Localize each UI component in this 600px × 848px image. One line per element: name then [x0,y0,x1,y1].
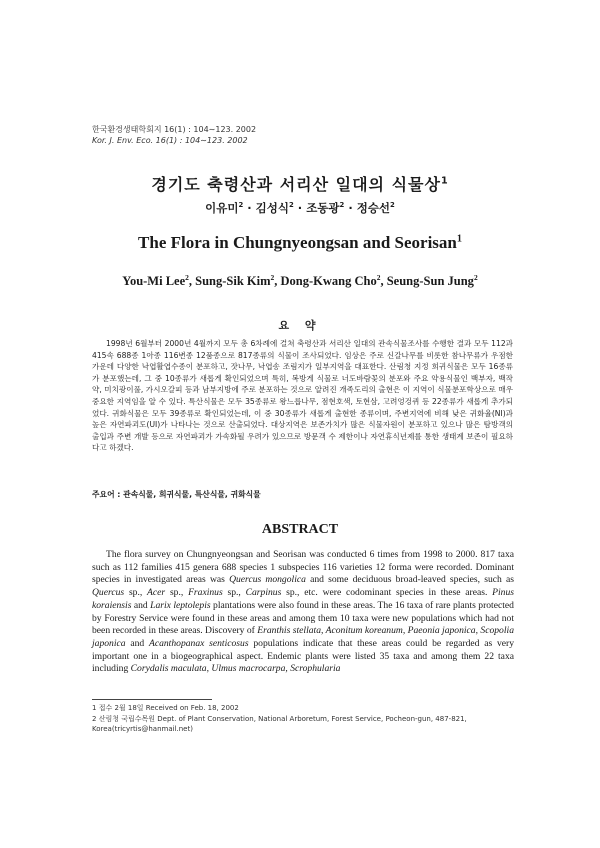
footnotes [92,703,517,735]
abstract-text: sp., [128,587,143,599]
authors-korean [0,200,600,216]
author-ko-name: 정승선 [356,201,391,215]
author-en-sup: 2 [376,272,381,282]
korean-abstract-heading: 요 약 [278,319,322,332]
abstract-text: and [133,599,148,611]
author-en-name: Seung-Sun Jung [386,274,474,288]
author-ko [306,201,344,215]
abstract-text: populations indicate that these areas could be regarded as very important one in a biogeographical aspect. Endemic plants were listed 35 taxa and among them 22 taxa including [92,637,515,675]
author-en-sup: 2 [270,272,275,282]
author-separator: · [243,201,256,215]
species-name: Quercus mongolica [229,574,306,586]
title-en-footnote-mark: 1 [456,233,462,245]
abstract-heading: ABSTRACT [261,522,339,537]
footnote-number: 1 [92,704,97,712]
species-name: Acanthopanax senticosus [148,637,249,649]
abstract-text: sp., [227,587,241,599]
journal-citation-ko: 한국환경생태학회지 16(1) : 104∼123. 2002 [92,125,257,134]
paper-title-english [0,233,600,253]
abstract-text: The flora survey on Chungnyeongsan and Seorisan was conducted 6 times from 1998 to 2000. 817 taxa such as 112 families 415 genera 688 species 1 subspecies 116 varieties 12 forma were recorded. Dominant species in investigated areas was [92,549,514,586]
author-ko [357,201,395,215]
author-ko-sup: 2 [339,201,345,210]
species-name: Larix leptolepis [150,599,211,611]
korean-abstract-body: 1998년 6월부터 2000년 4월까지 모두 총 6차례에 걸쳐 축령산과 서리산 일대의 관속식물조사를 수행한 결과 모두 112과 415속 688종 1아종 116변종 12품종으로 817종류의 식물이 조사되었다. 임상은 주로 신갈나무를 비롯한 참나무류가 우점한 가운데 다양한 낙엽활엽수종이 분포하고, 잣나무, 낙엽송 조림지가 일부지역을 대표한다. 산림청 지정 희귀식물은 모두 16종류가 분포했는데, 그 중 10종류가 새롭게 확인되었으며 특히, 복방게 식물로 너도바람꽃의 분포와 주요 약용식물인 백부자, 백작약, 미치광이풀, 가시오갈피 등과 남부지방에 주로 분포하는 것으로 알려진 개족도리의 출현은 이 지역이 식물분포학상으로 매우 중요한 지역임을 알 수 있다. 특산식물은 모두 35종류로 왕느릅나무, 점현호색, 토현삼, 고려엉겅퀴 등 22종류가 새롭게 추가되었다. 귀화식물은 모두 39종류로 확인되었는데, 이 중 30종류가 새롭게 출현한 종류이며, 주변지역에 비해 낮은 귀화율(NI)과 높은 자연파괴도(UI)가 나타나는 것으로 산출되었다. 대상지역은 보존가치가 많은 식물자원이 분포하고 있으나 많은 탐방객의 출입과 주변 개발 등으로 자연파괴가 가속화될 우려가 있으므로 방문객 수 제한이나 자연휴식년제를 통한 생태계 보존이 필요하다고 하겠다. [92,339,513,453]
author-en [195,274,274,288]
author-en-separator: , [380,274,387,288]
species-name: Eranthis stellata, Aconitum koreanum, Paeonia japonica, Scopolia japonica [92,625,514,649]
species-name: Corydalis maculata, Ulmus macrocarpa, Scrophularia [130,663,341,675]
author-ko-name: 김성식 [255,201,289,215]
abstract-text: and some deciduous broad-leaved species, such as [310,574,514,586]
author-en-sup: 2 [473,272,478,282]
footnote [92,703,517,714]
english-abstract-body [92,549,514,676]
species-name: Carpinus [245,587,282,599]
abstract-text: sp., [169,587,184,599]
abstract-text: sp., etc. were codominant species in these areas. [286,587,488,599]
species-name: Acer [147,587,166,599]
author-ko-sup: 2 [390,201,395,210]
author-ko-name: 조동광 [306,201,340,215]
keywords-label: 주요어 : [92,490,121,499]
title-en-text: The Flora in Chungnyeongsan and Seorisan [138,233,457,252]
author-en-separator: , [188,274,196,288]
paper-title-korean [0,172,600,195]
author-en-name: Dong-Kwang Cho [280,274,377,288]
author-en-separator: , [274,274,281,288]
journal-citation-en: Kor. J. Env. Eco. 16(1) : 104∼123. 2002 [92,136,248,145]
species-name: Pinus koraiensis [92,587,514,611]
abstract-text: and [130,637,145,649]
author-en [387,274,478,288]
species-name: Fraxinus [188,587,223,599]
author-en [122,274,189,288]
author-ko-sup: 2 [238,201,244,210]
title-ko-footnote-mark: 1 [440,175,449,187]
authors-english [0,274,600,289]
footnote-text: 접수 2월 18일 Received on Feb. 18, 2002 [98,704,239,712]
footnote-number: 2 [92,714,97,723]
footnote-divider [92,699,212,700]
author-ko-sup: 2 [289,201,294,210]
author-ko [205,201,243,215]
keywords-line [92,489,261,500]
abstract-text: plantations were also found in these areas. The 16 taxa of rare plants protected by Forestry Service were found in these areas and among them 10 taxa were new populations which had not been recorded in these areas. Discovery of [92,599,514,637]
footnote [92,714,517,735]
keywords-list: 관속식물, 희귀식물, 특산식물, 귀화식물 [123,490,261,499]
author-ko [256,201,294,215]
journal-citation [92,124,256,146]
author-en-sup: 2 [185,272,189,282]
author-en-name: Sung-Sik Kim [195,274,271,288]
species-name: Quercus [92,587,125,599]
author-separator: · [293,201,307,215]
author-ko-name: 이유미 [205,201,239,215]
title-ko-text: 경기도 축령산과 서리산 일대의 식물상 [151,175,441,194]
author-en [281,274,381,288]
author-en-name: You-Mi Lee [122,274,186,288]
footnote-text: 산림청 국립수목원 Dept. of Plant Conservation, National Arboretum, Forest Service, Pocheon-gun, 487-821, Korea(tricyrtis@hanmail.net) [92,714,467,733]
author-separator: · [344,201,357,215]
